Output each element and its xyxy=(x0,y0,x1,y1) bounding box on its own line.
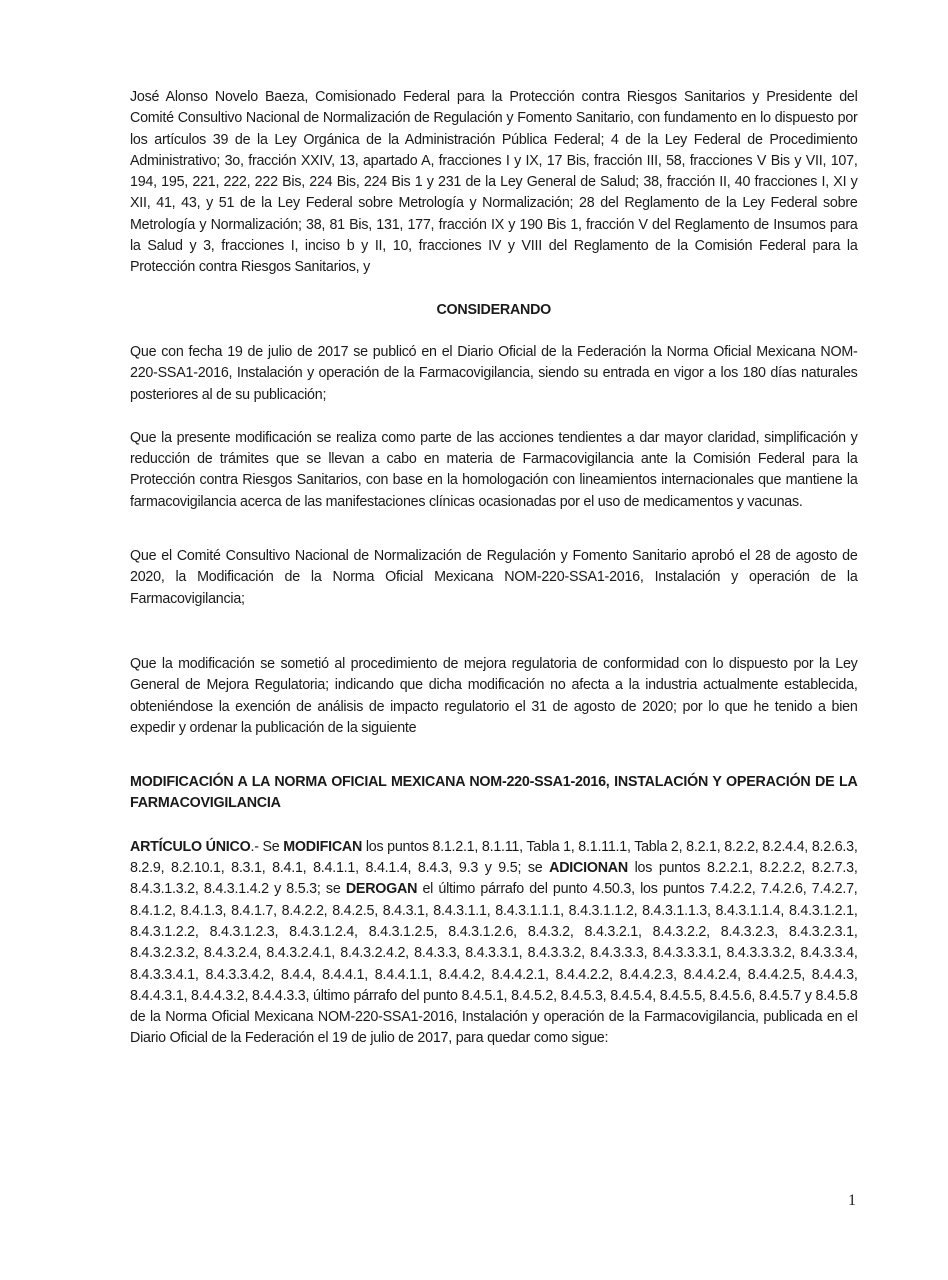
considerando-heading: CONSIDERANDO xyxy=(436,300,552,318)
considerando-paragraph-2: Que la presente modificación se realiza como parte de las acciones tendientes a dar mayor claridad, simplificación y reducción de trámites que se llevan a cabo en materia de Farmacovigilancia ante la Comisión Federal para la Protección contra Riesgos Sanitarios, con base en la homologación con lineamientos internacionales que mantiene la farmacovigilancia acerca de las manifestaciones clínicas ocasionadas por el uso de medicamentos y vacunas. xyxy=(130,428,858,510)
spacer xyxy=(130,320,858,341)
modifican-keyword: MODIFICAN xyxy=(283,837,363,855)
derogan-keyword: DEROGAN xyxy=(345,880,418,898)
spacer xyxy=(130,405,858,427)
spacer xyxy=(130,512,858,545)
spacer xyxy=(130,609,858,653)
considerando-paragraph-1: Que con fecha 19 de julio de 2017 se publicó en el Diario Oficial de la Federación la Norma Oficial Mexicana NOM-220-SSA1-2016, Instalación y operación de la Farmacovigilancia, siendo su entrada en vigor a los 180 días naturales posteriores al de su publicación; xyxy=(130,342,858,403)
spacer xyxy=(130,278,858,299)
intro-paragraph: José Alonso Novelo Baeza, Comisionado Federal para la Protección contra Riesgos Sanitarios y Presidente del Comité Consultivo Nacional de Normalización de Regulación y Fomento Sanitario, con fundamento en lo dispuesto por los artículos 39 de la Ley Orgánica de la Administración Pública Federal; 4 de la Ley Federal de Procedimiento Administrativo; 3o, fracción XXIV, 13, apartado A, fracciones I y IX, 17 Bis, fracción III, 58, fracciones V Bis y VII, 107, 194, 195, 221, 222, 222 Bis, 224 Bis, 224 Bis 1 y 231 de la Ley General de Salud; 38, fracción II, 40 fracciones I, XI y XII, 41, 43, y 51 de la Ley Federal sobre Metrología y Normalización; 28 del Reglamento de la Ley Federal sobre Metrología y Normalización; 38, 81 Bis, 131, 177, fracción IX y 190 Bis 1, fracción V del Reglamento de Insumos para la Salud y 3, fracciones I, inciso b y II, 10, fracciones IV y VIII del Reglamento de la Comisión Federal para la Protección contra Riesgos Sanitarios, y xyxy=(130,88,858,276)
articulo-text-3: el último párrafo del punto 4.50.3, los puntos 7.4.2.2, 7.4.2.6, 7.4.2.7, 8.4.1.2, 8.4.1.3, 8.4.1.7, 8.4.2.2, 8.4.2.5, 8.4.3.1, 8.4.3.1.1, 8.4.3.1.1.1, 8.4.3.1.1.2, 8.4.3.1.1.3, 8.4.3.1.1.4, 8.4.3.1.2.1, 8.4.3.1.2.2, 8.4.3.1.2.3, 8.4.3.1.2.4, 8.4.3.1.2.5, 8.4.3.1.2.6, 8.4.3.2, 8.4.3.2.1, 8.4.3.2.2, 8.4.3.2.3, 8.4.3.2.3.1, 8.4.3.2.3.2, 8.4.3.2.4, 8.4.3.2.4.1, 8.4.3.2.4.2, 8.4.3.3, 8.4.3.3.1, 8.4.3.3.2, 8.4.3.3.3, 8.4.3.3.3.1, 8.4.3.3.3.2, 8.4.3.3.4, 8.4.3.3.4.1, 8.4.3.3.4.2, 8.4.4, 8.4.4.1, 8.4.4.1.1, 8.4.4.2, 8.4.4.2.1, 8.4.4.2.2, 8.4.4.2.3, 8.4.4.2.4, 8.4.4.2.5, 8.4.4.3, 8.4.4.3.1, 8.4.4.3.2, 8.4.4.3.3, último párrafo del punto 8.4.5.1, 8.4.5.2, 8.4.5.3, 8.4.5.4, 8.4.5.5, 8.4.5.6, 8.4.5.7 y 8.4.5.8 de la Norma Oficial Mexicana NOM-220-SSA1-2016, Instalación y operación de la Farmacovigilancia, publicada en el Diario Oficial de la Federación el 19 de julio de 2017, para quedar como sigue: xyxy=(130,880,858,1047)
articulo-text-2: los puntos 8.2.2.1, 8.2.2.2, 8.2.7.3, 8.4.3.1.3.2, 8.4.3.1.4.2 y 8.5.3; se xyxy=(130,859,858,898)
articulo-unico-paragraph xyxy=(130,836,858,1049)
spacer xyxy=(130,738,858,771)
spacer xyxy=(130,814,858,836)
considerando-paragraph-3: Que el Comité Consultivo Nacional de Normalización de Regulación y Fomento Sanitario aprobó el 28 de agosto de 2020, la Modificación de la Norma Oficial Mexicana NOM-220-SSA1-2016, Instalación y operación de la Farmacovigilancia; xyxy=(130,547,858,607)
articulo-separator: .- Se xyxy=(250,837,284,855)
articulo-label: ARTÍCULO ÚNICO xyxy=(130,837,251,855)
document-body xyxy=(130,86,858,1049)
modification-title: MODIFICACIÓN A LA NORMA OFICIAL MEXICANA NOM-220-SSA1-2016, INSTALACIÓN Y OPERACIÓN DE LA FARMACOVIGILANCIA xyxy=(130,773,858,812)
articulo-text-1: los puntos 8.1.2.1, 8.1.11, Tabla 1, 8.1.11.1, Tabla 2, 8.2.1, 8.2.2, 8.2.4.4, 8.2.6.3, 8.2.9, 8.2.10.1, 8.3.1, 8.4.1, 8.4.1.1, 8.4.1.4, 8.4.3, 9.3 y 9.5; se xyxy=(130,837,858,877)
page-number: 1 xyxy=(848,1192,856,1209)
considerando-paragraph-4: Que la modificación se sometió al procedimiento de mejora regulatoria de conformidad con lo dispuesto por la Ley General de Mejora Regulatoria; indicando que dicha modificación no afecta a la industria actualmente establecida, obteniéndose la exención de análisis de impacto regulatorio el 31 de agosto de 2020; por lo que he tenido a bien expedir y ordenar la publicación de la siguiente xyxy=(130,654,858,736)
adicionan-keyword: ADICIONAN xyxy=(549,859,628,877)
